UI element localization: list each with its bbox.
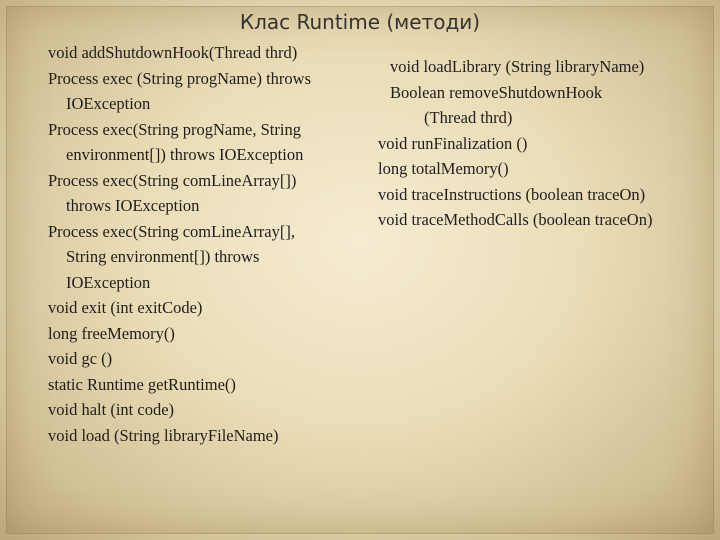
method-line: IOException [66,94,151,113]
method-line: void load (String libraryFileName) [48,425,279,445]
method-line: Process exec(String progName, String [48,119,301,139]
method-line: long freeMemory() [48,323,175,343]
method-line: IOException [66,272,151,292]
method-line: void traceInstructions (boolean traceOn) [378,184,646,204]
method-line: void exit (int exitCode) [48,298,203,317]
right-method-list [378,54,708,233]
method-line: (Thread thrd) [424,108,513,127]
left-method-list [48,40,368,448]
method-line: void addShutdownHook(Thread thrd) [48,43,298,62]
method-line: throws IOException [66,196,200,215]
method-line: void runFinalization () [378,133,528,153]
method-line: void traceMethodCalls (boolean traceOn) [378,210,653,229]
method-line: Process exec(String comLineArray[], [48,221,295,241]
method-line: Boolean removeShutdownHook [390,82,603,102]
method-line: void gc () [48,349,113,368]
method-line: void halt (int code) [48,400,175,419]
method-line: void loadLibrary (String libraryName) [390,57,645,76]
method-line: Process exec(String comLineArray[]) [48,170,297,190]
method-line: long totalMemory() [378,159,509,178]
method-line: static Runtime getRuntime() [48,374,236,394]
method-line: Process exec (String progName) throws [48,68,312,88]
method-line: String environment[]) throws [66,247,260,266]
slide-title: Клас Runtime (методи) [239,10,481,34]
method-line: environment[]) throws IOException [66,145,304,164]
